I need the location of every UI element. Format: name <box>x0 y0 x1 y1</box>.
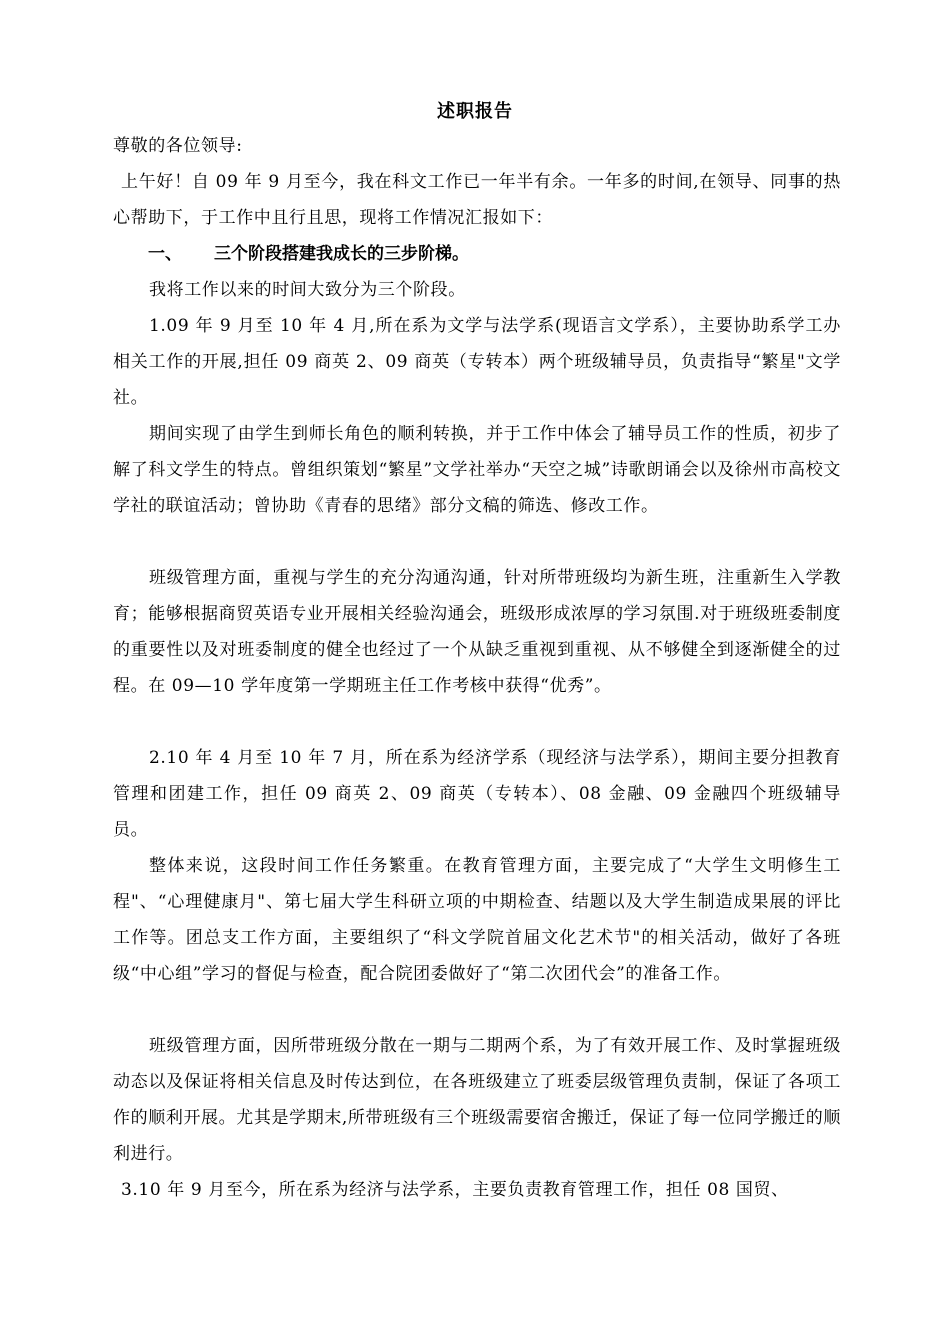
paragraph-stage-1: 1.09 年 9 月至 10 年 4 月,所在系为文学与法学系(现语言文学系），主要协助系学工办相关工作的开展,担任 09 商英 2、09 商英（专转本）两个班级辅导员，负责指导“繁星"文学社。 <box>113 316 841 408</box>
paragraph-stage-overview: 我将工作以来的时间大致分为三个阶段。 <box>149 280 466 300</box>
paragraph-stage-2: 2.10 年 4 月至 10 年 7 月，所在系为经济学系（现经济与法学系），期间主要分担教育管理和团建工作，担任 09 商英 2、09 商英（专转本）、08 金融、09 金融四个班级辅导员。 <box>113 748 841 840</box>
paragraph-stage-3: 3.10 年 9 月至今，所在系为经济与法学系，主要负责教育管理工作，担任 08 国贸、 <box>121 1180 789 1200</box>
intro-paragraph: 上午好！自 09 年 9 月至今，我在科文工作已一年半有余。一年多的时间,在领导、同事的热心帮助下，于工作中且行且思，现将工作情况汇报如下： <box>113 172 841 228</box>
section-heading-text: 三个阶段搭建我成长的三步阶梯。 <box>214 244 469 264</box>
greeting: 尊敬的各位领导: <box>113 136 243 156</box>
page-title: 述职报告 <box>437 101 513 122</box>
section-heading-1 <box>148 236 469 272</box>
paragraph-stage-1-class: 班级管理方面，重视与学生的充分沟通沟通，针对所带班级均为新生班，注重新生入学教育；能够根据商贸英语专业开展相关经验沟通会，班级形成浓厚的学习氛围.对于班级班委制度的重要性以及对班委制度的健全也经过了一个从缺乏重视到重视、从不够健全到逐渐健全的过程。在 09—10 学年度第一学期班主任工作考核中获得“优秀”。 <box>113 568 841 696</box>
paragraph-stage-2-class: 班级管理方面，因所带班级分散在一期与二期两个系，为了有效开展工作、及时掌握班级动态以及保证将相关信息及时传达到位，在各班级建立了班委层级管理负责制，保证了各项工作的顺利开展。尤其是学期末,所带班级有三个班级需要宿舍搬迁，保证了每一位同学搬迁的顺利进行。 <box>113 1036 841 1164</box>
paragraph-stage-1-role: 期间实现了由学生到师长角色的顺利转换，并于工作中体会了辅导员工作的性质，初步了解了科文学生的特点。曾组织策划“繁星”文学社举办“天空之城”诗歌朗诵会以及徐州市高校文学社的联谊活动；曾协助《青春的思绪》部分文稿的筛选、修改工作。 <box>113 424 841 516</box>
section-number: 一、 <box>148 244 182 264</box>
paragraph-stage-2-work: 整体来说，这段时间工作任务繁重。在教育管理方面，主要完成了“大学生文明修生工程"、“心理健康月"、第七届大学生科研立项的中期检查、结题以及大学生制造成果展的评比工作等。团总支工作方面，主要组织了“科文学院首届文化艺术节"的相关活动，做好了各班级“中心组”学习的督促与检查，配合院团委做好了“第二次团代会”的准备工作。 <box>113 856 841 984</box>
